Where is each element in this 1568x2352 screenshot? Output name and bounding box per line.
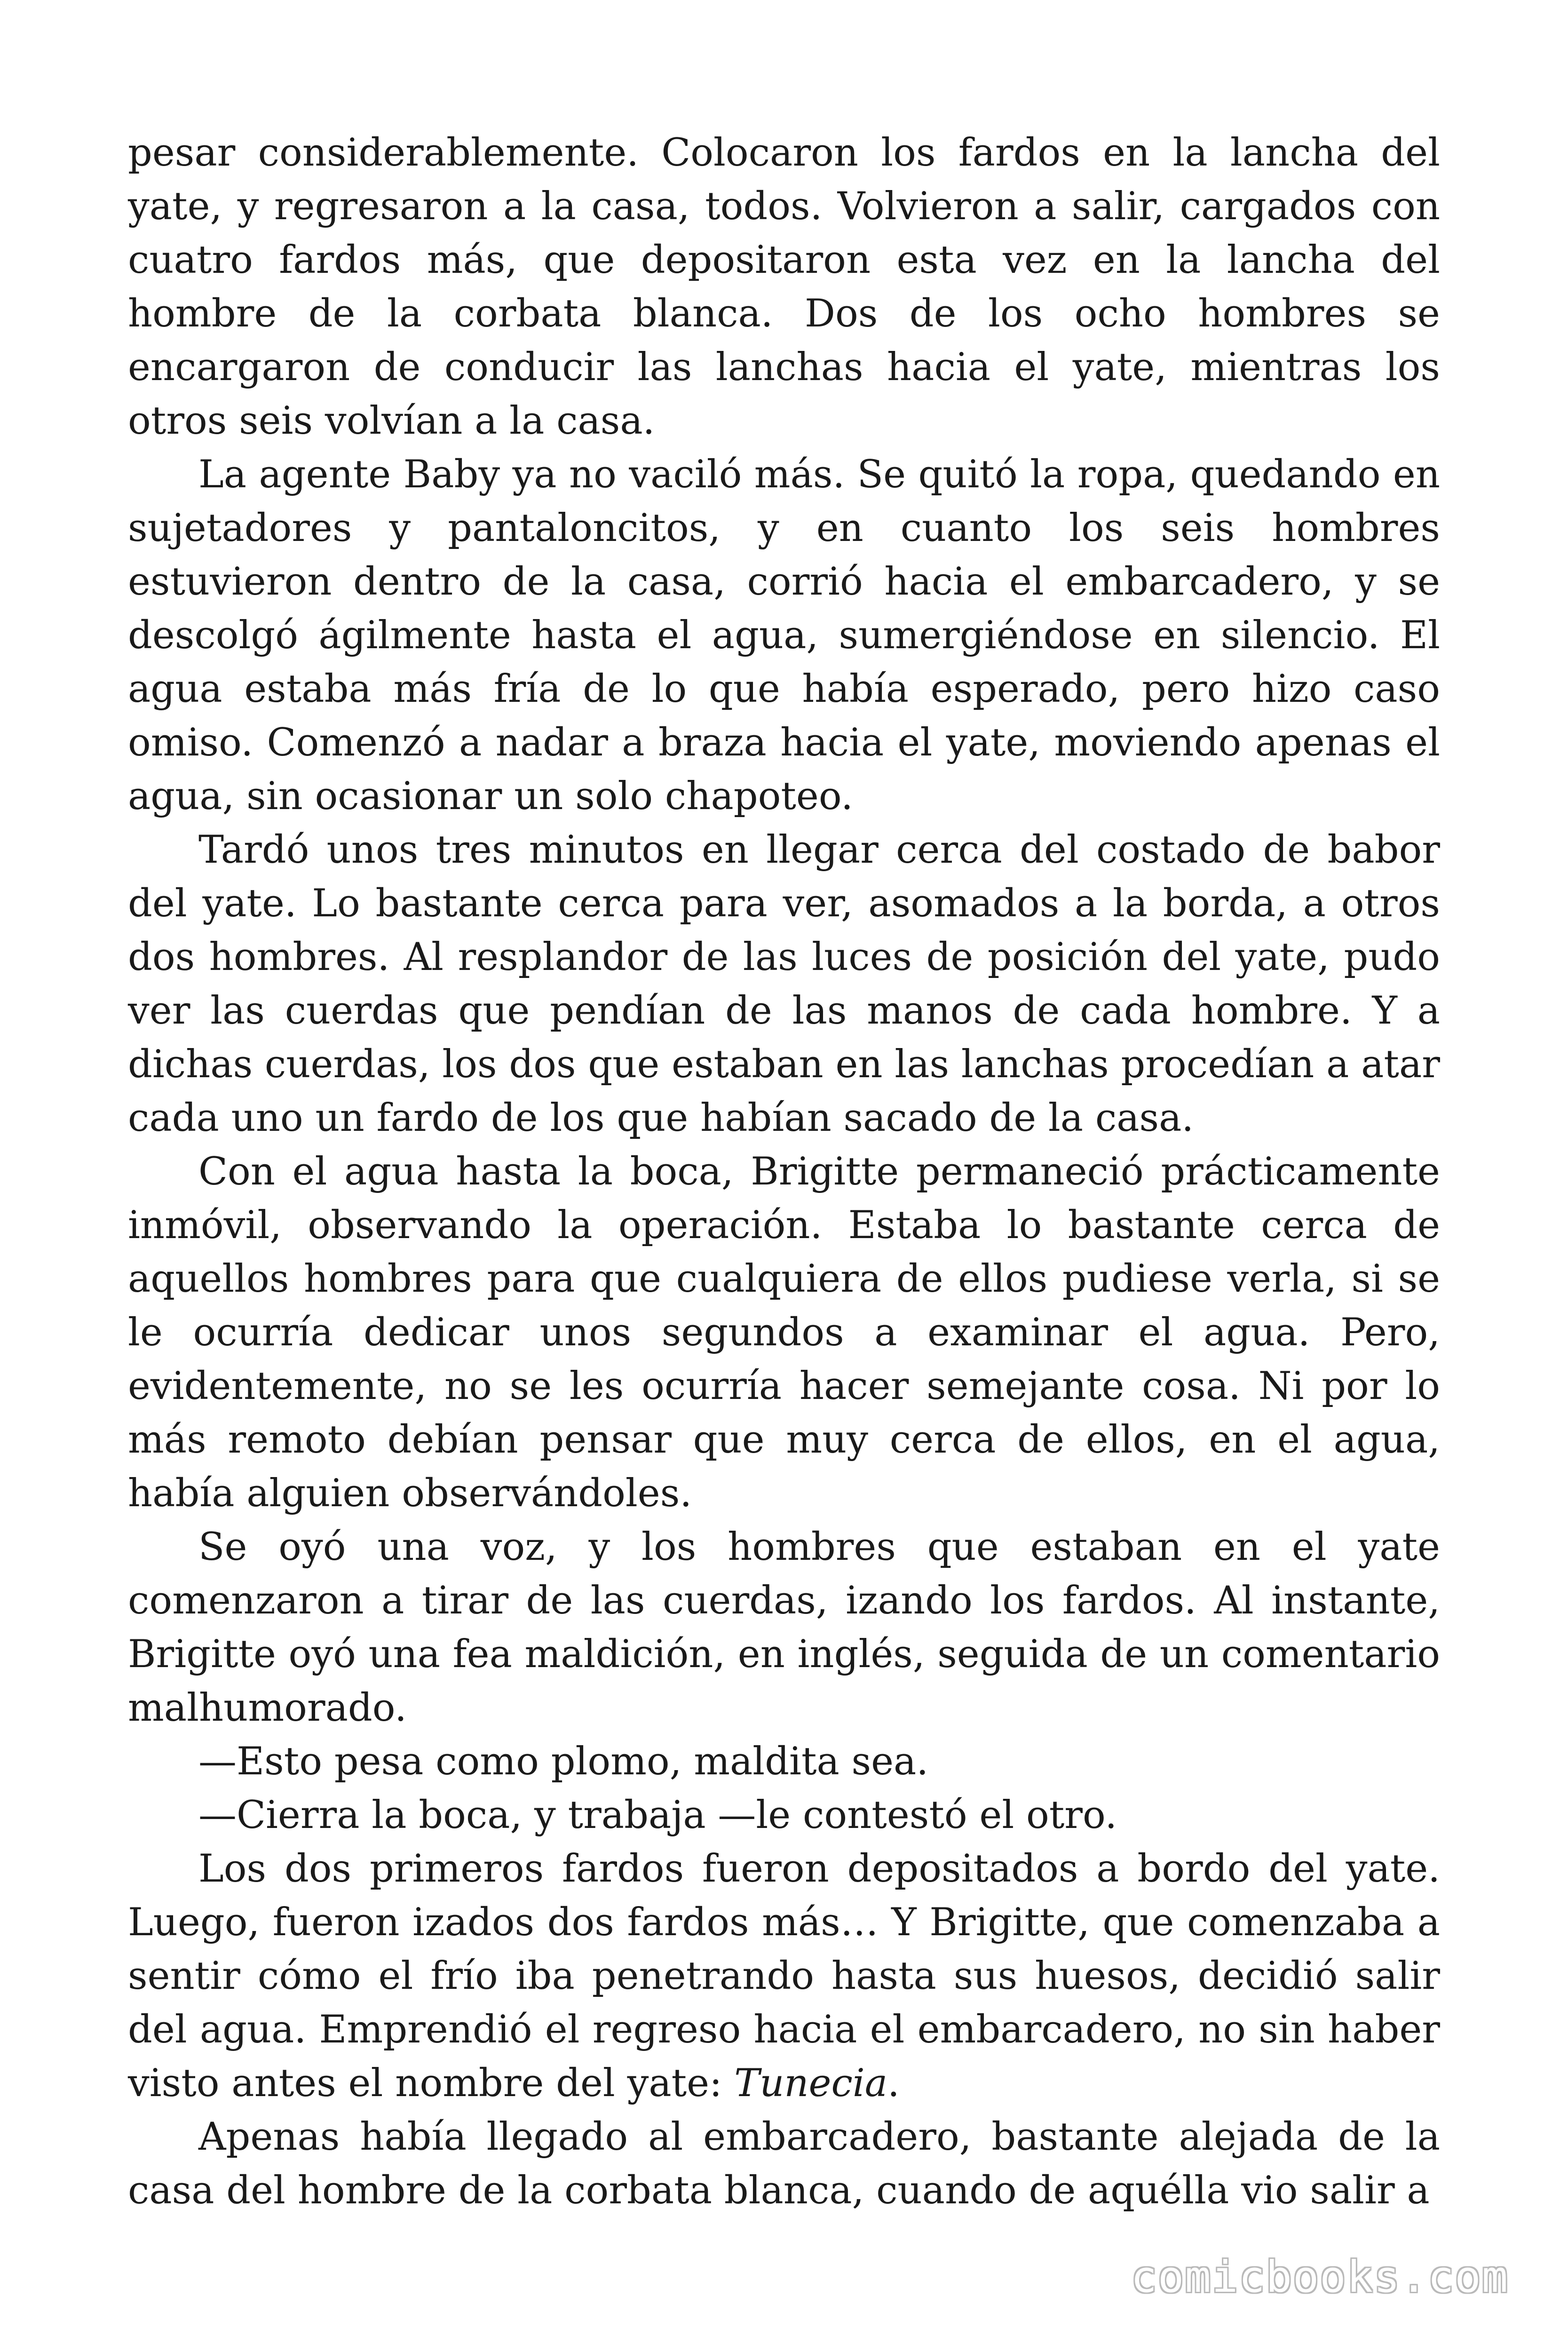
paragraph-text-end: . <box>887 2061 900 2106</box>
paragraph: Con el agua hasta la boca, Brigitte permaneció prácticamente inmóvil, observando la operación. Estaba lo bastante cerca de aquellos hombres para que cualquiera de ellos pudiese verla, si se le ocurría dedicar unos segundos a examinar el agua. Pero, evidentemente, no se les ocurría hacer semejante cosa. Ni por lo más remoto debían pensar que muy cerca de ellos, en el agua, había alguien observándoles. <box>128 1150 1440 1516</box>
paragraph-text: Los dos primeros fardos fueron depositados a bordo del yate. Luego, fueron izados dos fardos más… Y Brigitte, que comenzaba a sentir cómo el frío iba penetrando hasta sus huesos, decidió salir del agua. Emprendió el regreso hacia el embarcadero, no sin haber visto antes el nombre del yate: <box>128 1847 1440 2106</box>
paragraph: pesar considerablemente. Colocaron los fardos en la lancha del yate, y regresaron a la casa, todos. Volvieron a salir, cargados con cuatro fardos más, que depositaron esta vez en la lancha del hombre de la corbata blanca. Dos de los ocho hombres se encargaron de conducir las lanchas hacia el yate, mientras los otros seis volvían a la casa. <box>128 131 1440 443</box>
paragraph: La agente Baby ya no vaciló más. Se quitó la ropa, quedando en sujetadores y pantaloncitos, y en cuanto los seis hombres estuvieron dentro de la casa, corrió hacia el embarcadero, y se descolgó ágilmente hasta el agua, sumergiéndose en silencio. El agua estaba más fría de lo que había esperado, pero hizo caso omiso. Comenzó a nadar a braza hacia el yate, moviendo apenas el agua, sin ocasionar un solo chapoteo. <box>128 453 1440 818</box>
yacht-name: Tunecia <box>734 2061 888 2106</box>
body-text <box>128 126 1440 2217</box>
watermark: comicbooks.com <box>1131 2252 1509 2302</box>
paragraph: Apenas había llegado al embarcadero, bastante alejada de la casa del hombre de la corbata blanca, cuando de aquélla vio salir a <box>128 2115 1440 2213</box>
paragraph: Se oyó una voz, y los hombres que estaban en el yate comenzaron a tirar de las cuerdas, izando los fardos. Al instante, Brigitte oyó una fea maldición, en inglés, seguida de un comentario malhumorado. <box>128 1525 1440 1730</box>
paragraph-yacht-name <box>128 1842 1440 2110</box>
dialogue-line: —Cierra la boca, y trabaja —le contestó el otro. <box>198 1793 1117 1837</box>
paragraph: Tardó unos tres minutos en llegar cerca del costado de babor del yate. Lo bastante cerca para ver, asomados a la borda, a otros dos hombres. Al resplandor de las luces de posición del yate, pudo ver las cuerdas que pendían de las manos de cada hombre. Y a dichas cuerdas, los dos que estaban en las lanchas procedían a atar cada uno un fardo de los que habían sacado de la casa. <box>128 828 1440 1140</box>
dialogue-line: —Esto pesa como plomo, maldita sea. <box>198 1740 929 1784</box>
